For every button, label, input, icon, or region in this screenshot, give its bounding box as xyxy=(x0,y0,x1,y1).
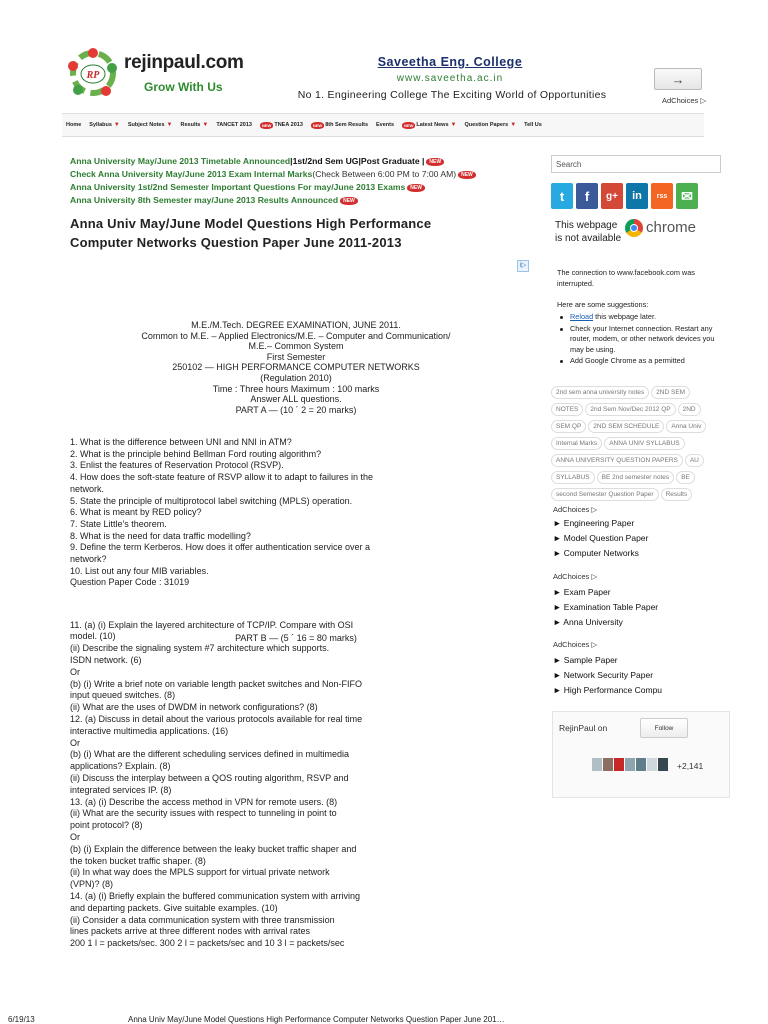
rss-icon[interactable]: rss xyxy=(651,183,673,209)
part-a-line: 10. List out any four MIB variables. xyxy=(70,565,209,576)
adchoices-link[interactable]: AdChoices ▷ xyxy=(553,572,598,581)
suggestion-check-connection: Check your Internet connection. Restart any router, modem, or other network devices you may be using. xyxy=(560,324,730,356)
ad-next-button[interactable] xyxy=(654,68,702,90)
new-badge-icon: NEW xyxy=(458,171,476,179)
follower-avatar[interactable] xyxy=(592,758,602,771)
follower-avatar[interactable] xyxy=(625,758,635,771)
part-b-line: 200 1 l = packets/sec. 300 2 l = packets/sec and 10 3 l = packets/sec xyxy=(70,938,345,949)
nav-results[interactable]: Results ▼ xyxy=(180,122,209,128)
label-tag[interactable]: Internal Marks xyxy=(551,437,602,450)
label-tag[interactable]: ANNA UNIVERSITY QUESTION PAPERS xyxy=(551,454,683,467)
part-b-line: (ii) What are the security issues with respect to tunneling in point to xyxy=(70,808,337,819)
ad-link-high-performance[interactable]: ► High Performance Compu xyxy=(553,685,663,695)
linkedin-icon[interactable]: in xyxy=(626,183,648,209)
paper-header-line: First Semester xyxy=(266,351,326,362)
adchoices-link[interactable]: AdChoices ▷ xyxy=(662,96,707,105)
new-badge-icon: NEW xyxy=(340,197,358,205)
announcement-timetable[interactable]: Anna University May/June 2013 Timetable Announced|1st/2nd Sem UG|Post Graduate | NEW xyxy=(70,156,444,166)
part-b-line: Or xyxy=(70,666,80,677)
nav-tancet[interactable]: TANCET 2013 xyxy=(216,122,252,128)
part-b-line: (ii) In what way does the MPLS support for virtual private network xyxy=(70,867,330,878)
label-tag[interactable]: NOTES xyxy=(551,403,583,416)
paper-header-line: M.E./M.Tech. DEGREE EXAMINATION, JUNE 2011. xyxy=(191,320,401,330)
new-badge-icon: NEW xyxy=(407,184,425,192)
announcement-internal-marks[interactable]: Check Anna University May/June 2013 Exam Internal Marks(Check Between 6:00 PM to 7:00 AM) NEW xyxy=(70,169,476,179)
part-a-line: Question Paper Code : 31019 xyxy=(70,577,190,588)
part-b-line: (ii) Discuss the interplay between a QOS routing algorithm, RSVP and xyxy=(70,772,349,783)
facebook-icon[interactable]: f xyxy=(576,183,598,209)
chrome-error-title: This webpage is not available xyxy=(555,220,622,244)
part-b-line: integrated services IP. (8) xyxy=(70,784,172,795)
adchoices-link[interactable]: AdChoices ▷ xyxy=(553,505,598,514)
part-a-line: network. xyxy=(70,483,105,494)
label-tag[interactable]: Anna Univ xyxy=(666,420,706,433)
paper-header-line: 250102 — HIGH PERFORMANCE COMPUTER NETWORKS xyxy=(172,362,420,373)
ad-college-name[interactable]: Saveetha Eng. College xyxy=(377,55,523,69)
label-tag[interactable]: Results xyxy=(661,488,693,501)
nav-events[interactable]: Events xyxy=(376,122,395,128)
main-nav xyxy=(62,113,704,137)
brand-tagline: Grow With Us xyxy=(144,80,223,94)
search-input[interactable]: Search xyxy=(551,155,721,173)
print-date: 6/19/13 xyxy=(8,1015,35,1024)
part-b-line: (b) (i) Write a brief note on variable length packet switches and Non-FIFO xyxy=(70,678,362,689)
nav-8th-sem-results[interactable]: NEW 8th Sem Results xyxy=(312,122,369,128)
adchoices-link[interactable]: AdChoices ▷ xyxy=(553,640,598,649)
label-tag[interactable]: 2ND SEM SCHEDULE xyxy=(588,420,664,433)
part-b-line: interactive multimedia applications. (16) xyxy=(70,725,229,736)
part-a-line: 3. Enlist the features of Reservation Protocol (RSVP). xyxy=(70,460,284,471)
part-b-line: and departing packets. Give suitable examples. (10) xyxy=(70,902,278,913)
nav-latest-news[interactable]: NEW Latest News ▼ xyxy=(404,122,457,128)
announcement-important-questions[interactable]: Anna University 1st/2nd Semester Important Questions For may/June 2013 Exams NEW xyxy=(70,182,425,192)
follow-button[interactable]: Follow xyxy=(640,718,688,738)
part-b-line: the token bucket traffic shaper. (8) xyxy=(70,855,206,866)
label-tag[interactable]: second Semester Question Paper xyxy=(551,488,659,501)
ad-link-anna-university[interactable]: ► Anna University xyxy=(553,617,623,627)
nav-tnea[interactable]: NEW TNEA 2013 xyxy=(262,122,303,128)
nav-question-papers[interactable]: Question Papers ▼ xyxy=(464,122,517,128)
ad-link-computer-networks[interactable]: ► Computer Networks xyxy=(553,548,639,558)
nav-syllabus[interactable]: Syllabus ▼ xyxy=(89,122,120,128)
paper-header-line: Common to M.E. – Applied Electronics/M.E. – Computer and Communication/ xyxy=(141,330,451,341)
label-tag[interactable]: 2ND SEM xyxy=(651,386,690,399)
post-title: Anna Univ May/June Model Questions High Performance Computer Networks Question Paper June 2011-2013 xyxy=(70,216,432,250)
announcement-8th-sem-results[interactable]: Anna University 8th Semester may/June 2013 Results Announced NEW xyxy=(70,195,358,205)
paper-header-line: PART A — (10 ´ 2 = 20 marks) xyxy=(235,404,357,415)
ad-link-model-question-paper[interactable]: ► Model Question Paper xyxy=(553,533,649,543)
part-a-line: 4. How does the soft-state feature of RSVP allow it to adapt to failures in the xyxy=(70,472,374,483)
part-b-line: 14. (a) (i) Briefly explain the buffered communication system with arriving xyxy=(70,890,360,901)
reload-link[interactable]: Reload xyxy=(570,312,594,321)
paper-header-line: M.E.– Common System xyxy=(248,341,344,352)
label-tag[interactable]: 2nd Sem Nov/Dec 2012 QP xyxy=(585,403,675,416)
ad-link-exam-paper[interactable]: ► Exam Paper xyxy=(553,587,611,597)
part-b-line: 13. (a) (i) Describe the access method in VPN for remote users. (8) xyxy=(70,796,338,807)
part-a-line: 8. What is the need for data traffic modelling? xyxy=(70,530,251,541)
ad-college-url[interactable]: www.saveetha.ac.in xyxy=(396,73,504,84)
ad-info-icon[interactable]: i▷ xyxy=(517,260,529,272)
ad-college-tagline: No 1. Engineering College The Exciting World of Opportunities xyxy=(297,89,607,101)
new-badge-icon: NEW xyxy=(404,122,414,128)
dropdown-arrow-icon: ▼ xyxy=(450,122,457,128)
dropdown-arrow-icon: ▼ xyxy=(113,122,120,128)
chrome-suggestions-list xyxy=(560,312,730,368)
part-b-line: 11. (a) (i) Explain the layered architecture of TCP/IP. Compare with OSI xyxy=(70,619,354,630)
part-a-line: 9. Define the term Kerberos. How does it offer authentication service over a xyxy=(70,542,370,553)
ad-link-sample-paper[interactable]: ► Sample Paper xyxy=(553,655,618,665)
part-b-line: (ii) Consider a data communication system with three transmission xyxy=(70,914,335,925)
nav-home[interactable]: Home xyxy=(66,122,82,128)
paper-header-line: (Regulation 2010) xyxy=(260,373,332,383)
google-plus-icon[interactable]: g+ xyxy=(601,183,623,209)
follower-avatar[interactable] xyxy=(614,758,624,771)
email-icon[interactable]: ✉ xyxy=(676,183,698,209)
ad-link-network-security-paper[interactable]: ► Network Security Paper xyxy=(553,670,654,680)
part-a-line: 1. What is the difference between UNI and NNI in ATM? xyxy=(70,437,292,447)
part-a-line: 2. What is the principle behind Bellman Ford routing algorithm? xyxy=(70,448,322,459)
twitter-icon[interactable]: t xyxy=(551,183,573,209)
nav-subject-notes[interactable]: Subject Notes ▼ xyxy=(127,122,173,128)
suggestion-add-permitted: Add Google Chrome as a permitted xyxy=(560,356,730,367)
site-logo[interactable] xyxy=(62,42,244,112)
ad-link-examination-table-paper[interactable]: ► Examination Table Paper xyxy=(553,602,659,612)
part-a-line: 5. State the principle of multiprotocol label switching (MPLS) operation. xyxy=(70,495,353,506)
label-tag[interactable]: SYLLABUS xyxy=(551,471,595,484)
follower-count: +2,141 xyxy=(677,761,704,771)
dropdown-arrow-icon: ▼ xyxy=(166,122,173,128)
follower-avatar[interactable] xyxy=(603,758,613,771)
label-tag[interactable]: 2nd sem anna university notes xyxy=(551,386,649,399)
part-b-line: (b) (i) Explain the difference between the leaky bucket traffic shaper and xyxy=(70,843,357,854)
part-b-line: model. (10) xyxy=(70,631,116,642)
part-b-line: point protocol? (8) xyxy=(70,820,143,831)
chrome-error-message: The connection to www.facebook.com was interrupted. xyxy=(557,268,695,288)
brand-name: rejinpaul.com xyxy=(124,52,244,73)
chrome-suggestions-title: Here are some suggestions: xyxy=(557,300,649,309)
label-cloud xyxy=(551,386,723,505)
follower-avatar[interactable] xyxy=(658,758,668,771)
part-b-line: ISDN network. (6) xyxy=(70,654,142,665)
new-badge-icon: NEW xyxy=(262,122,272,128)
nav-tell-us[interactable]: Tell Us xyxy=(524,122,542,128)
logo-emblem-icon xyxy=(66,46,120,100)
part-a-line: network? xyxy=(70,554,107,564)
dropdown-arrow-icon: ▼ xyxy=(510,122,517,128)
new-badge-icon: NEW xyxy=(312,122,323,128)
arrow-right-icon: → xyxy=(671,71,685,87)
part-b-line: (ii) What are the uses of DWDM in network configurations? (8) xyxy=(70,702,318,713)
label-tag[interactable]: SEM QP xyxy=(551,420,586,433)
part-a-line: 6. What is meant by RED policy? xyxy=(70,507,202,518)
part-b-line: (ii) Describe the signaling system #7 architecture which supports. xyxy=(70,643,330,654)
label-tag[interactable]: 2ND xyxy=(678,403,701,416)
label-tag[interactable]: AU xyxy=(685,454,704,467)
new-badge-icon: NEW xyxy=(426,158,444,166)
logo-initials: RP xyxy=(86,70,100,81)
print-page-title: Anna Univ May/June Model Questions High Performance Computer Networks Question Paper June 201… xyxy=(128,1015,505,1024)
chrome-brand: chrome xyxy=(646,219,697,236)
part-b-line: 12. (a) Discuss in detail about the various protocols available for real time xyxy=(70,713,363,724)
follow-label: RejinPaul on xyxy=(559,723,608,733)
label-tag[interactable]: ANNA UNIV SYLLABUS xyxy=(604,437,684,450)
part-b-heading: PART B — (5 ´ 16 = 80 marks) xyxy=(235,633,357,643)
part-b-line: input queued switches. (8) xyxy=(70,690,176,701)
part-b-line: Or xyxy=(70,831,80,842)
part-b-line: Or xyxy=(70,737,80,748)
label-tag[interactable]: BE xyxy=(676,471,695,484)
suggestion-reload: Reload this webpage later. xyxy=(560,312,730,323)
part-a-line: 7. State Little's theorem. xyxy=(70,518,167,529)
chrome-logo-icon xyxy=(625,219,643,237)
follower-avatar[interactable] xyxy=(636,758,646,771)
part-b-line: applications? Explain. (8) xyxy=(70,761,171,772)
part-b-line: lines packets arrive at three different nodes with arrival rates xyxy=(70,926,310,937)
paper-header-line: Answer ALL questions. xyxy=(250,394,342,405)
dropdown-arrow-icon: ▼ xyxy=(202,122,209,128)
ad-link-engineering-paper[interactable]: ► Engineering Paper xyxy=(553,518,635,528)
part-b-line: (b) (i) What are the different scheduling services defined in multimedia xyxy=(70,749,349,760)
part-b-line: (VPN)? (8) xyxy=(70,879,114,890)
label-tag[interactable]: BE 2nd semester notes xyxy=(597,471,675,484)
paper-header-line: Time : Three hours Maximum : 100 marks xyxy=(212,383,380,394)
follower-avatar[interactable] xyxy=(647,758,657,771)
